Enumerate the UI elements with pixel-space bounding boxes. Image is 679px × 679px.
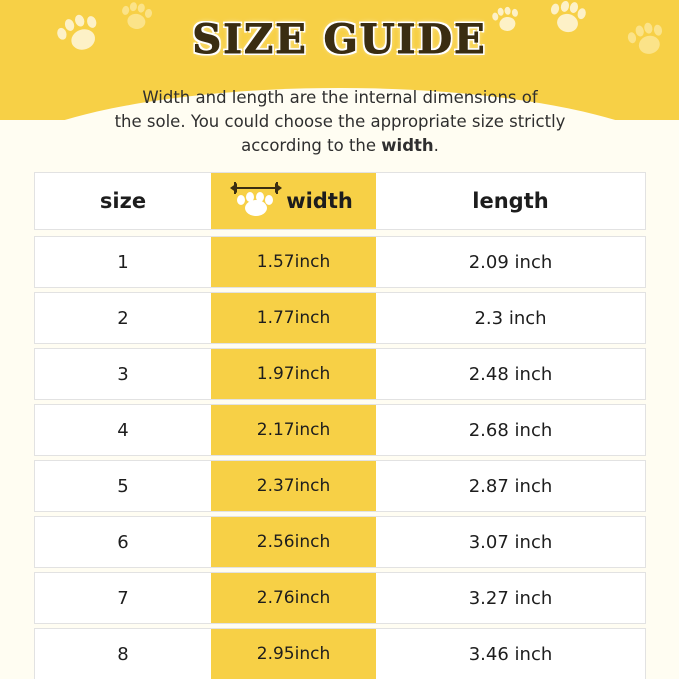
column-header-size-label: size — [99, 189, 147, 213]
table-row — [34, 404, 646, 456]
subtitle-line-1: Width and length are the internal dimensions of — [142, 88, 538, 107]
cell-size: 7 — [117, 587, 129, 609]
subtitle-line-3-bold: width — [381, 135, 434, 155]
cell-size: 1 — [117, 251, 129, 273]
column-header-length — [376, 173, 645, 229]
cell-length: 3.46 inch — [468, 643, 553, 665]
cell-size: 5 — [117, 475, 129, 497]
subtitle-line-2: the sole. You could choose the appropriate size strictly — [114, 111, 566, 131]
table-row — [34, 628, 646, 679]
table-row — [34, 236, 646, 288]
column-header-width — [211, 173, 376, 229]
cell-length: 2.68 inch — [468, 419, 553, 441]
subtitle-line-3-suffix: . — [433, 135, 439, 155]
cell-width: 2.56inch — [211, 517, 376, 567]
subtitle-line-3-prefix: according to the — [241, 135, 382, 155]
table-row — [34, 460, 646, 512]
table-header-row — [34, 172, 646, 230]
column-header-length-label: length — [472, 189, 549, 213]
table-row — [34, 292, 646, 344]
cell-size: 6 — [117, 531, 129, 553]
paw-width-measure-icon — [234, 184, 278, 218]
cell-width: 1.57inch — [211, 237, 376, 287]
cell-length: 2.3 inch — [474, 307, 547, 329]
cell-length: 2.48 inch — [468, 363, 553, 385]
cell-size: 3 — [117, 363, 129, 385]
column-header-size — [35, 173, 211, 229]
cell-size: 2 — [117, 307, 129, 329]
table-row — [34, 516, 646, 568]
cell-width: 1.97inch — [211, 349, 376, 399]
cell-size: 8 — [117, 643, 129, 665]
cell-width: 2.95inch — [211, 629, 376, 679]
cell-width: 2.76inch — [211, 573, 376, 623]
size-table — [34, 172, 646, 679]
cell-size: 4 — [117, 419, 129, 441]
cell-length: 3.07 inch — [468, 531, 553, 553]
table-row — [34, 348, 646, 400]
column-header-width-label: width — [286, 189, 353, 213]
cell-length: 3.27 inch — [468, 587, 553, 609]
page-title: SIZE GUIDE — [192, 16, 487, 63]
cell-width: 2.37inch — [211, 461, 376, 511]
table-row — [34, 572, 646, 624]
cell-length: 2.87 inch — [468, 475, 553, 497]
cell-length: 2.09 inch — [468, 251, 553, 273]
cell-width: 1.77inch — [211, 293, 376, 343]
subtitle-text — [70, 86, 610, 158]
cell-width: 2.17inch — [211, 405, 376, 455]
